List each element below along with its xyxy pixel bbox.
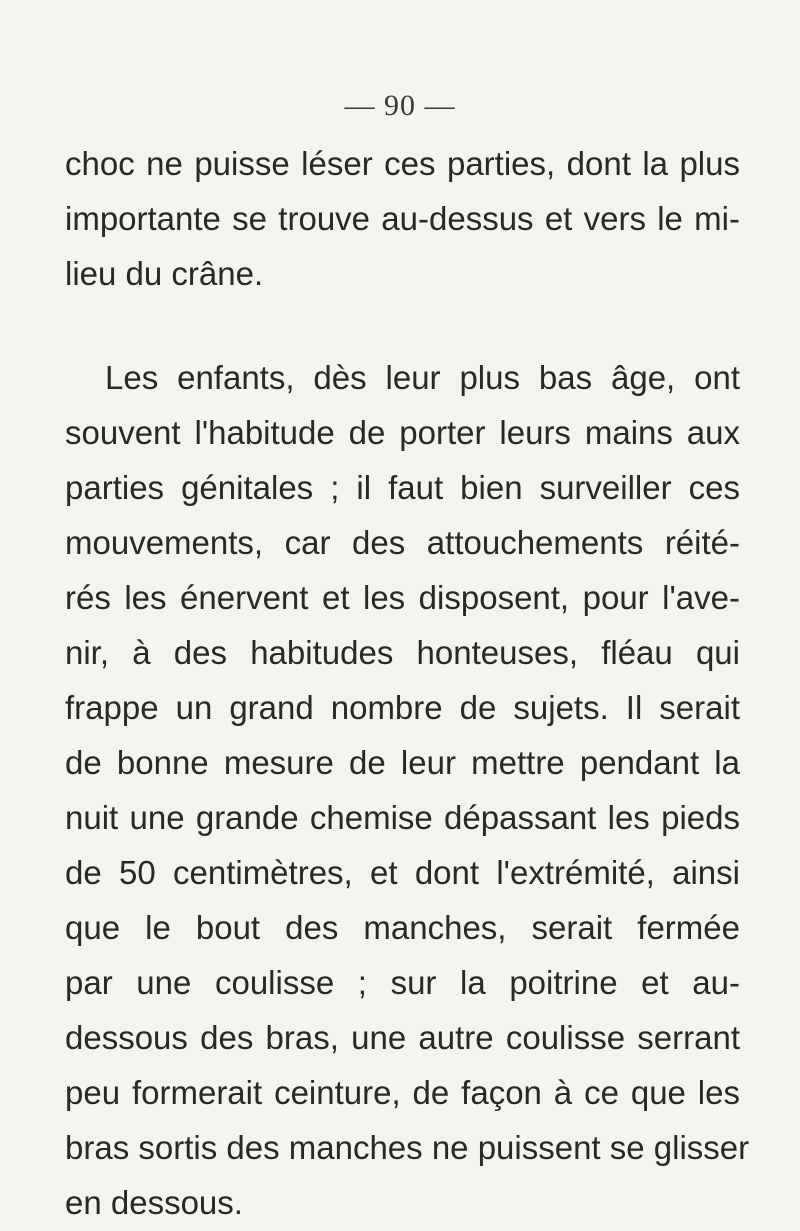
page-number: — 90 — [344, 89, 456, 122]
paragraph-1 [65, 136, 740, 301]
text-line: par une coulisse ; sur la poitrine et au- [65, 964, 740, 1001]
text-line: en dessous. [65, 1184, 243, 1221]
text-line: nir, à des habitudes honteuses, fléau qui [65, 634, 740, 671]
text-line: mouvements, car des attouchements réité- [65, 524, 740, 561]
text-line: lieu du crâne. [65, 255, 264, 292]
text-line: nuit une grande chemise dépassant les pieds [65, 799, 740, 836]
paragraph-2 [65, 350, 750, 1230]
text-line: Les enfants, dès leur plus bas âge, ont [105, 359, 740, 396]
text-line: dessous des bras, une autre coulisse serrant [65, 1019, 740, 1056]
text-line: parties génitales ; il faut bien surveiller ces [65, 469, 740, 506]
text-line: bras sortis des manches ne puissent se glisser [65, 1129, 750, 1166]
text-line: rés les énervent et les disposent, pour l'ave- [65, 579, 740, 616]
text-line: que le bout des manches, serait fermée [65, 909, 740, 946]
text-line: choc ne puisse léser ces parties, dont la plus [65, 145, 740, 182]
text-line: souvent l'habitude de porter leurs mains aux [65, 414, 740, 451]
text-line: de bonne mesure de leur mettre pendant la [65, 744, 740, 781]
text-line: de 50 centimètres, et dont l'extrémité, ainsi [65, 854, 740, 891]
text-line: peu formerait ceinture, de façon à ce que les [65, 1074, 740, 1111]
text-line: importante se trouve au-dessus et vers le mi- [65, 200, 740, 237]
text-line: frappe un grand nombre de sujets. Il serait [65, 689, 740, 726]
